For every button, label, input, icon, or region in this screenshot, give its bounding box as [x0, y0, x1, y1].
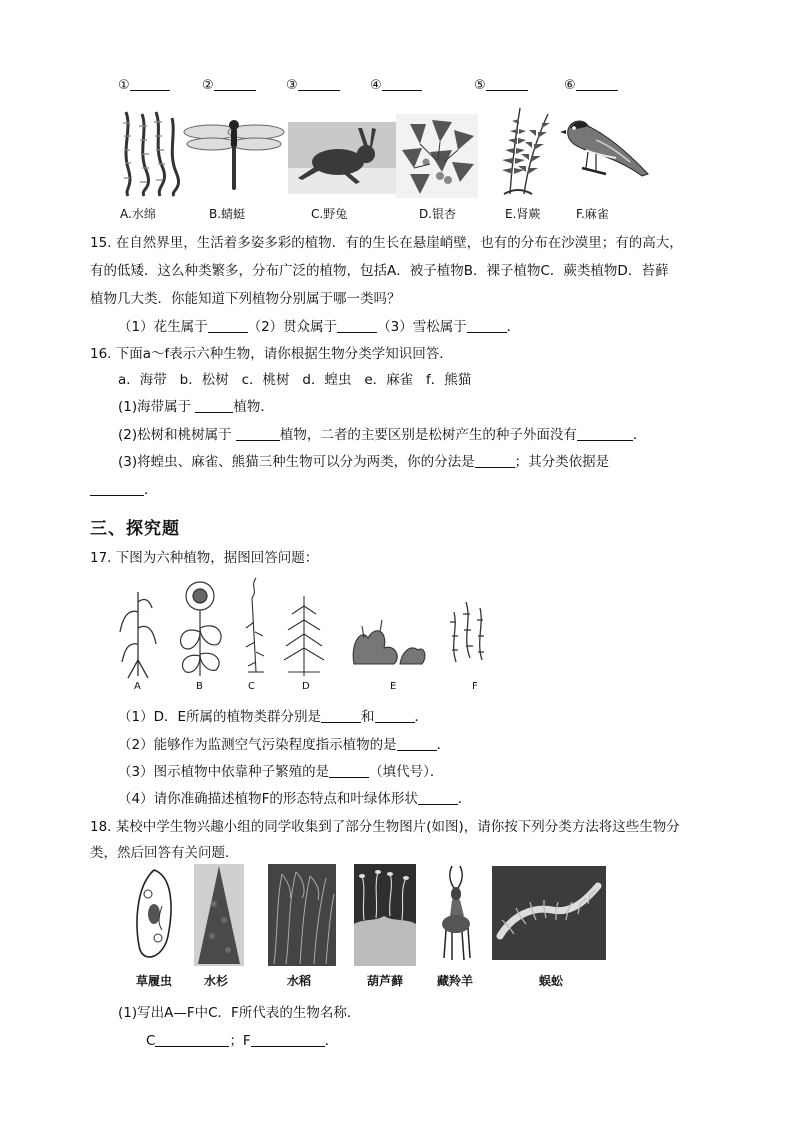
q16-blank-3[interactable]	[577, 426, 633, 441]
label-d: D	[302, 681, 310, 692]
q16-blank-5[interactable]	[90, 481, 144, 496]
spirogyra-image	[118, 108, 184, 198]
q15-blank-3[interactable]	[467, 318, 507, 333]
q17-blank-3[interactable]	[397, 736, 437, 751]
metasequoia-image	[194, 864, 244, 966]
q16-sub-2: (2)松树和桃树属于 植物，二者的主要区别是松树产生的种子外面没有 ．	[118, 427, 647, 443]
plant-f-drawing	[450, 602, 484, 662]
plant-e-drawing	[353, 620, 425, 664]
q18-line-2: 类，然后回答有关问题．	[90, 845, 239, 861]
slot-4-blank[interactable]	[382, 76, 422, 91]
q17-intro: 17. 下图为六种植物，据图回答问题：	[90, 550, 319, 566]
caption-d: D.银杏	[419, 207, 457, 221]
caption-e: E.肾蕨	[505, 207, 541, 221]
q16-sub-1: (1)海带属于 植物．	[118, 399, 274, 415]
caption-antelope: 藏羚羊	[437, 974, 474, 988]
label-e: E	[390, 681, 397, 692]
slot-1: ①	[118, 76, 170, 93]
q16-blank-2[interactable]	[236, 426, 280, 441]
q15-line-3: 植物几大类．你能知道下列植物分别属于哪一类吗？	[90, 291, 401, 307]
fern-image	[490, 104, 554, 198]
paramecium-image	[132, 866, 176, 966]
centipede-image	[492, 866, 606, 960]
q15-blank-2[interactable]	[337, 318, 377, 333]
q17-sub-2: （2）能够作为监测空气污染程度指示植物的是 ．	[118, 737, 451, 753]
plant-c-drawing	[246, 578, 264, 672]
caption-metasequoia: 水杉	[204, 974, 229, 988]
q15-line-1: 15. 在自然界里，生活着多姿多彩的植物．有的生长在悬崖峭壁，也有的分布在沙漠里；有的高大，	[90, 235, 683, 251]
slot-6: ⑥	[564, 76, 618, 93]
caption-rice: 水稻	[287, 974, 312, 988]
caption-b: B.蜻蜓	[209, 207, 246, 221]
q18-line-1: 18. 某校中学生物兴趣小组的同学收集到了部分生物图片(如图)，请你按下列分类方法将这些生物分	[90, 819, 680, 835]
six-plants-figure	[118, 572, 502, 696]
q18-sub-1-answers: C ；F ．	[146, 1033, 339, 1049]
q17-blank-1[interactable]	[321, 708, 361, 723]
caption-c: C.野兔	[311, 207, 348, 221]
label-f: F	[472, 681, 478, 692]
label-c: C	[248, 681, 255, 692]
dragonfly-image	[182, 116, 286, 192]
sparrow-image	[556, 110, 656, 186]
caption-f: F.麻雀	[576, 207, 609, 221]
q17-sub-4: （4）请你准确描述植物F的形态特点和叶绿体形状 ．	[118, 791, 472, 807]
slot-3: ③	[286, 76, 340, 93]
q16-intro: 16. 下面a～f表示六种生物，请你根据生物分类学知识回答．	[90, 346, 453, 362]
q16-sub-3: (3)将蝗虫、麻雀、熊猫三种生物可以分为两类，你的分法是 ；其分类依据是	[118, 454, 610, 470]
slot-4: ④	[370, 76, 422, 93]
slot-5-blank[interactable]	[486, 76, 528, 91]
label-b: B	[196, 681, 203, 692]
section-heading: 三、探究题	[90, 519, 180, 539]
tibetan-antelope-image	[434, 862, 480, 966]
q16-blank-1[interactable]	[195, 398, 233, 413]
q15-blank-1[interactable]	[208, 318, 248, 333]
label-a: A	[134, 681, 141, 692]
slot-6-blank[interactable]	[576, 76, 618, 91]
q15-line-2: 有的低矮．这么种类繁多，分布广泛的植物，包括A．被子植物B．裸子植物C．蕨类植物D．苔藓	[90, 263, 669, 279]
caption-paramecium: 草履虫	[136, 974, 173, 988]
slot-2: ②	[202, 76, 256, 93]
q18-blank-f[interactable]	[251, 1032, 325, 1047]
q17-blank-4[interactable]	[329, 763, 369, 778]
q16-options: a．海带 b．松树 c．桃树 d．蝗虫 e．麻雀 f．熊猫	[118, 372, 472, 388]
rice-image	[268, 864, 336, 966]
caption-centipede: 蜈蚣	[539, 974, 564, 988]
ginkgo-image	[396, 114, 478, 198]
plant-b-drawing	[181, 582, 222, 676]
q14-slots	[0, 76, 794, 96]
funaria-image	[354, 864, 416, 966]
q18-sub-1: (1)写出A—F中C．F所代表的生物名称．	[118, 1005, 361, 1021]
slot-2-blank[interactable]	[214, 76, 256, 91]
q15-subquestions: （1）花生属于 （2）贯众属于 （3）雪松属于 ．	[118, 319, 521, 335]
q16-blank-4[interactable]	[475, 453, 515, 468]
q17-sub-1: （1）D．E所属的植物类群分别是 和 ．	[118, 709, 429, 725]
slot-3-blank[interactable]	[298, 76, 340, 91]
plant-d-drawing	[284, 596, 324, 676]
q16-sub-3-end: ．	[90, 478, 158, 498]
q18-blank-c[interactable]	[155, 1032, 229, 1047]
rabbit-image	[288, 122, 396, 194]
slot-5: ⑤	[474, 76, 528, 93]
plant-a-drawing	[120, 592, 156, 678]
q17-blank-5[interactable]	[418, 790, 458, 805]
caption-funaria: 葫芦藓	[367, 974, 404, 988]
q17-blank-2[interactable]	[375, 708, 415, 723]
slot-1-blank[interactable]	[130, 76, 170, 91]
caption-a: A.水绵	[120, 207, 156, 221]
q17-sub-3: （3）图示植物中依靠种子繁殖的是 （填代号）．	[118, 764, 444, 780]
